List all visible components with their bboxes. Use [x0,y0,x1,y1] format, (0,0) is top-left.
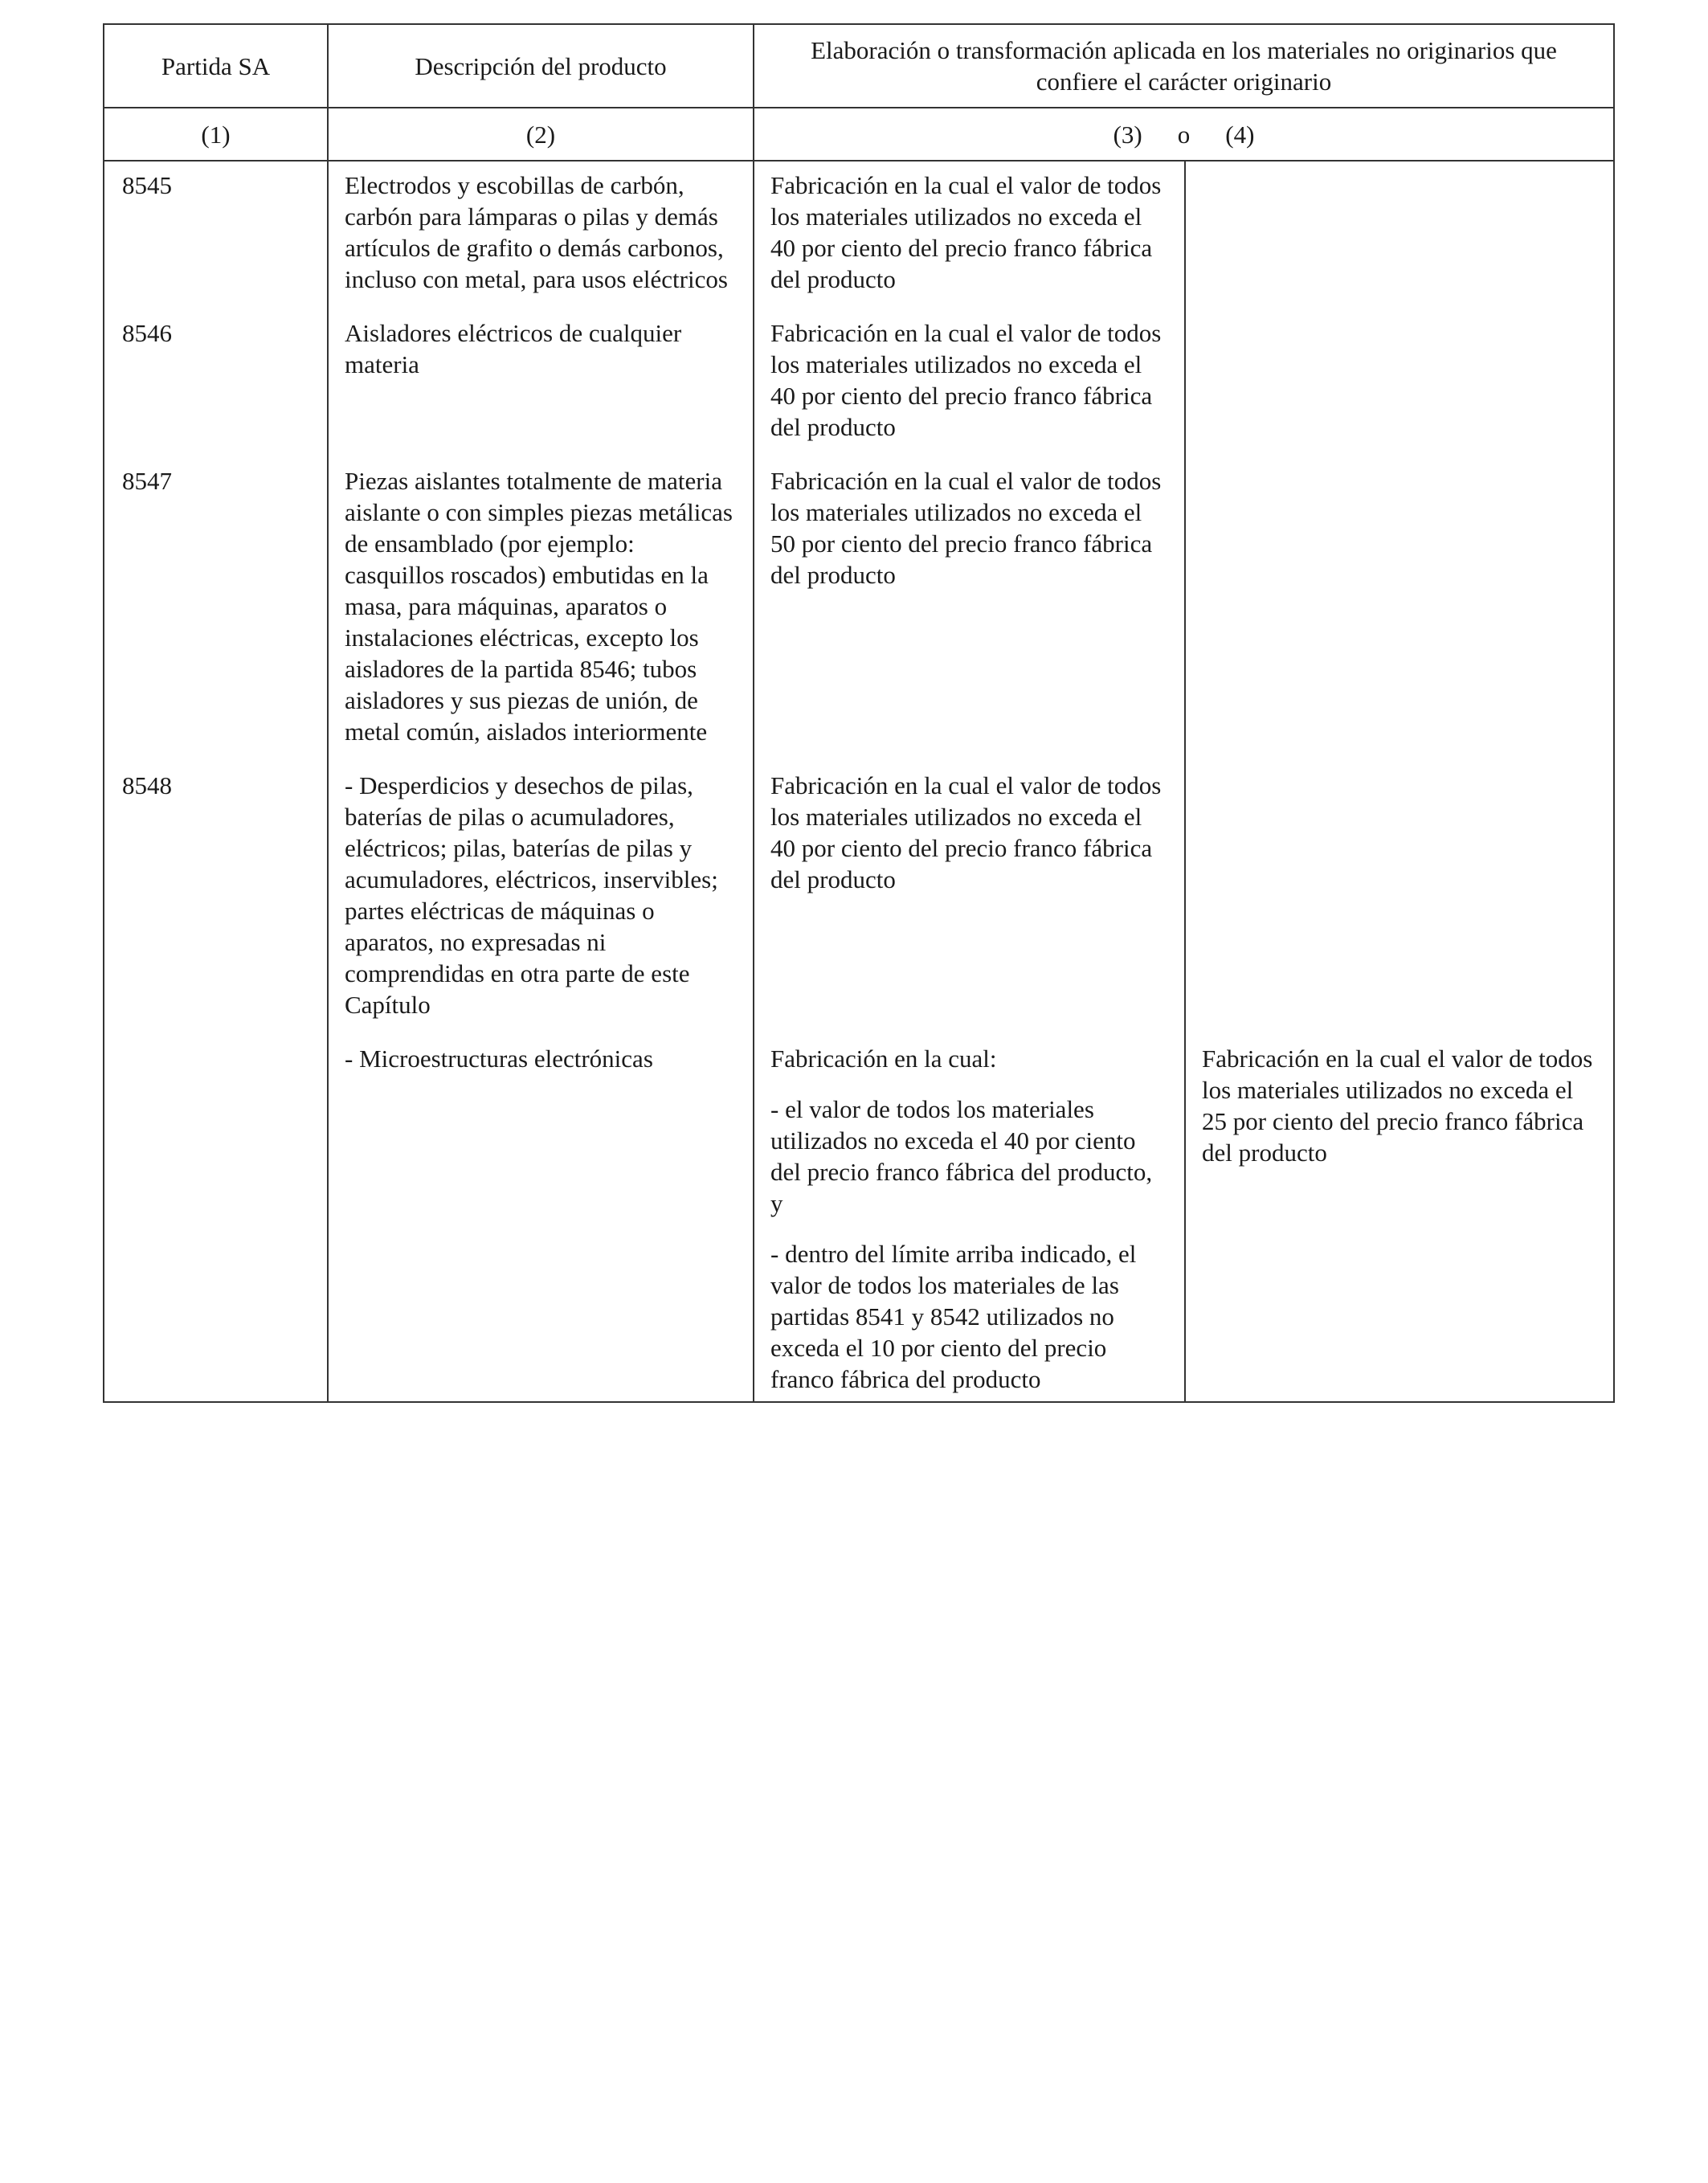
row-hs-code: 8547 [122,467,172,495]
row-rule-col3-intro: Fabricación en la cual: [770,1044,997,1073]
rules-of-origin-table [103,23,1615,1403]
row-rule-col4 [1186,457,1613,480]
row-rule-col4 [1186,762,1613,784]
row-description: Piezas aislantes totalmente de materia aislante o con simples piezas metálicas de ensamblado (por ejemplo: casquillos roscados) embutidas en la masa, para máquinas, aparatos o instalaciones eléctricas, excepto los aisladores de la partida 8546; tubos aisladores y sus piezas de unión, de metal común, aislados interiormente [345,467,733,746]
column-number-2: (2) [328,108,754,161]
row-rule-col4 [1186,309,1613,332]
column-numbers-3-4 [754,108,1614,161]
row-rule-col3-condition-1: - el valor de todos los materiales utilizados no exceda el 40 por ciento del precio franco fábrica del producto, y [770,1095,1153,1217]
row-rule-col3-condition-2: - dentro del límite arriba indicado, el valor de todos los materiales de las partidas 8541 y 8542 utilizados no exceda el 10 por ciento del precio franco fábrica del producto [770,1240,1137,1393]
table-row [104,309,1614,457]
column-number-1: (1) [104,108,328,161]
row-description: - Microestructuras electrónicas [345,1044,653,1073]
row-description: - Desperdicios y desechos de pilas, baterías de pilas o acumuladores, eléctricos; pilas, baterías de pilas y acumuladores, eléctricos, inservibles; partes eléctricas de máquinas o aparatos, no expresadas ni comprendidas en otra parte de este Capítulo [345,771,718,1019]
header-product-description: Descripción del producto [328,24,754,108]
row-hs-code: 8548 [122,771,172,799]
row-hs-code: 8545 [122,171,172,199]
row-rule-col3: Fabricación en la cual el valor de todos los materiales utilizados no exceda el 40 por ciento del precio franco fábrica del producto [770,319,1162,441]
table-row [104,1035,1614,1402]
row-rule-col4: Fabricación en la cual el valor de todos los materiales utilizados no exceda el 25 por ciento del precio franco fábrica del producto [1202,1044,1593,1167]
table-row [104,762,1614,1035]
column-number-4: (4) [1225,120,1255,149]
row-rule-col4 [1186,161,1613,184]
column-number-or: o [1177,120,1191,149]
row-rule-col3: Fabricación en la cual el valor de todos los materiales utilizados no exceda el 40 por ciento del precio franco fábrica del producto [770,771,1162,893]
table-header-row [104,24,1614,108]
header-working-processing: Elaboración o transformación aplicada en los materiales no originarios que confiere el carácter originario [754,24,1614,108]
row-description: Electrodos y escobillas de carbón, carbón para lámparas o pilas y demás artículos de grafito o demás carbonos, incluso con metal, para usos eléctricos [345,171,728,293]
row-hs-code: 8546 [122,319,172,347]
row-rule-col3: Fabricación en la cual el valor de todos los materiales utilizados no exceda el 50 por ciento del precio franco fábrica del producto [770,467,1162,589]
column-number-3: (3) [1113,120,1142,149]
row-description: Aisladores eléctricos de cualquier materia [345,319,682,378]
header-hs-heading: Partida SA [104,24,328,108]
table-row [104,161,1614,309]
row-rule-col3: Fabricación en la cual el valor de todos los materiales utilizados no exceda el 40 por ciento del precio franco fábrica del producto [770,171,1162,293]
column-numbers-row [104,108,1614,161]
row-hs-code [104,1035,327,1043]
table-row [104,457,1614,762]
